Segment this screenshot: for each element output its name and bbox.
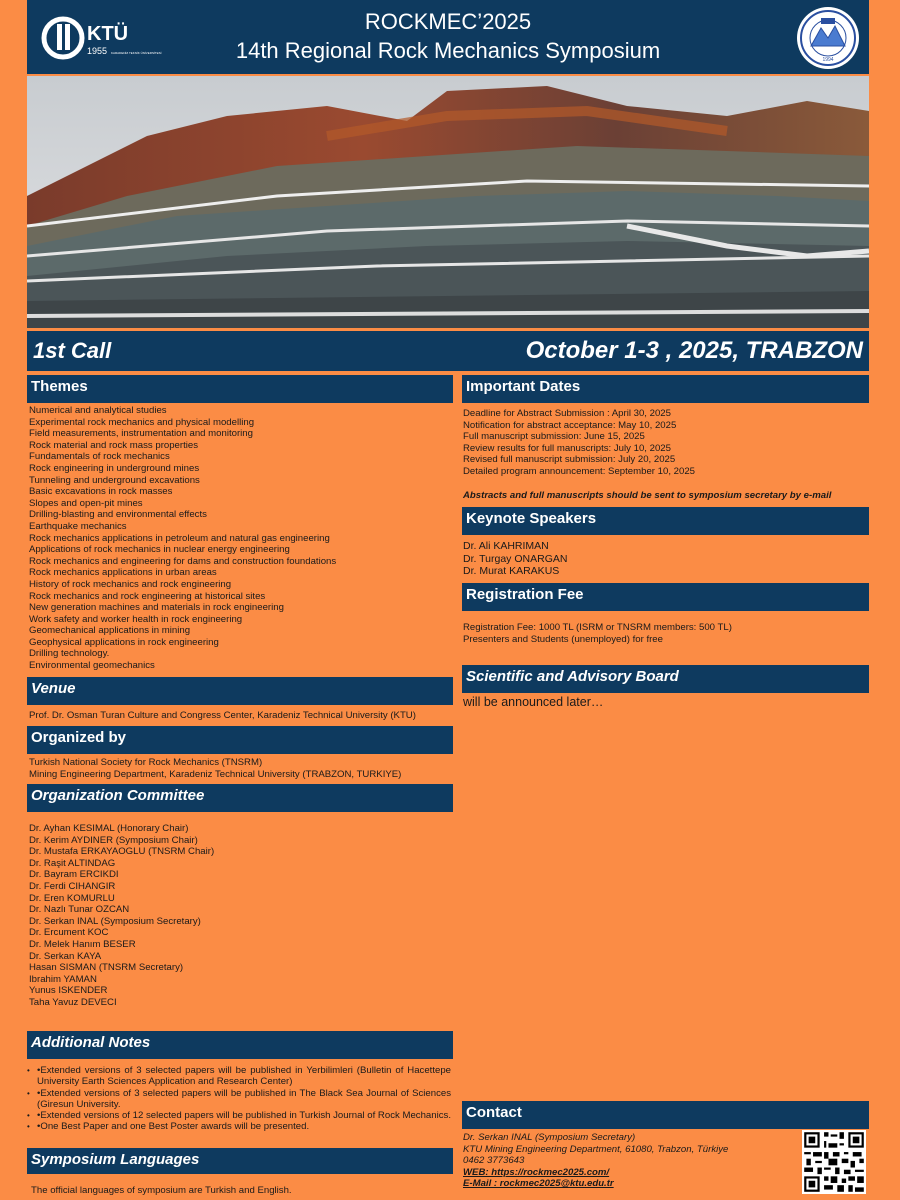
themes-header	[27, 375, 453, 403]
title-line-2: 14th Regional Rock Mechanics Symposium	[235, 38, 661, 63]
contact-info	[463, 1132, 798, 1190]
registration-heading: Registration Fee	[466, 586, 584, 603]
contact-web-link[interactable]: WEB: https://rockmec2025.com/	[463, 1166, 610, 1178]
theme-item: Fundamentals of rock mechanics	[29, 451, 170, 463]
call-label: 1st Call	[33, 338, 112, 363]
themes-list	[29, 405, 453, 672]
theme-item: Basic excavations in rock masses	[29, 486, 173, 498]
seal-year: 1994	[822, 57, 834, 63]
theme-item: Numerical and analytical studies	[29, 405, 167, 416]
keynote-speaker: Dr. Ali KAHRIMAN	[463, 540, 549, 552]
registration-header	[462, 583, 869, 611]
languages-line: The official languages of symposium are Turkish and English.	[31, 1185, 292, 1196]
contact-address: KTU Mining Engineering Department, 61080, Trabzon, Türkiye	[463, 1143, 729, 1155]
committee-member: Dr. Ercument KOC	[29, 927, 109, 939]
committee-header	[27, 784, 453, 812]
note-item: • •Extended versions of 3 selected papers will be published in The Black Sea Journal of Sciences (Giresun University.	[37, 1088, 451, 1111]
contact-heading: Contact	[466, 1104, 522, 1121]
languages-text	[31, 1185, 451, 1197]
theme-item: Experimental rock mechanics and physical modelling	[29, 416, 255, 428]
committee-member: Dr. Eren KOMURLU	[29, 892, 115, 904]
notes-heading: Additional Notes	[31, 1034, 151, 1051]
date-item: Revised full manuscript submission: July 20, 2025	[463, 454, 676, 466]
languages-header	[27, 1148, 453, 1174]
dates-header	[462, 375, 869, 403]
board-header	[462, 665, 869, 693]
venue-address: Prof. Dr. Osman Turan Culture and Congress Center, Karadeniz Technical University (KTU)	[29, 710, 416, 721]
theme-item: Slopes and open-pit mines	[29, 497, 143, 509]
theme-item: Rock mechanics applications in urban areas	[29, 567, 217, 579]
submission-note: Abstracts and full manuscripts should be sent to symposium secretary by e-mail	[463, 490, 832, 501]
committee-member: Dr. Serkan INAL (Symposium Secretary)	[29, 915, 201, 927]
committee-member: Dr. Nazlı Tunar OZCAN	[29, 904, 130, 916]
committee-list	[29, 823, 453, 1009]
theme-item: Rock mechanics and engineering for dams and construction foundations	[29, 555, 337, 567]
theme-item: Rock mechanics applications in petroleum and natural gas engineering	[29, 532, 330, 544]
venue-text	[29, 710, 453, 722]
committee-heading: Organization Committee	[31, 787, 205, 804]
organized-text	[29, 757, 453, 780]
theme-item: Applications of rock mechanics in nuclear energy engineering	[29, 544, 290, 556]
theme-item: Rock engineering in underground mines	[29, 462, 200, 474]
note-item: • •Extended versions of 3 selected papers will be published in Yerbilimleri (Bulletin of Hacettepe University Earth Sciences Application and Research Center)	[37, 1065, 451, 1088]
committee-member: Dr. Ayhan KESIMAL (Honorary Chair)	[29, 823, 189, 834]
committee-member: Dr. Serkan KAYA	[29, 950, 102, 962]
theme-item: Earthquake mechanics	[29, 520, 127, 532]
keynote-header	[462, 507, 869, 535]
dates-heading: Important Dates	[466, 378, 581, 395]
venue-header	[27, 677, 453, 705]
header-bar	[27, 0, 869, 74]
theme-item: Geophysical applications in rock engineering	[29, 636, 219, 648]
committee-member: Dr. Melek Hanım BESER	[29, 938, 136, 950]
dates-note	[463, 490, 868, 502]
committee-member: Dr. Mustafa ERKAYAOGLU (TNSRM Chair)	[29, 846, 215, 858]
theme-item: Tunneling and underground excavations	[29, 474, 200, 486]
committee-member: Hasan SISMAN (TNSRM Secretary)	[29, 962, 184, 974]
date-item: Deadline for Abstract Submission : April 30, 2025	[463, 408, 671, 419]
date-item: Full manuscript submission: June 15, 2025	[463, 431, 645, 443]
date-item: Detailed program announcement: September 10, 2025	[463, 465, 695, 477]
organizer-2: Mining Engineering Department, Karadeniz Technical University (TRABZON, TURKIYE)	[29, 768, 402, 780]
contact-name: Dr. Serkan INAL (Symposium Secretary)	[463, 1132, 636, 1143]
organized-header	[27, 726, 453, 754]
themes-heading: Themes	[31, 378, 88, 395]
theme-item: Geomechanical applications in mining	[29, 625, 191, 637]
committee-member: Dr. Bayram ERCIKDI	[29, 869, 119, 881]
keynote-speaker: Dr. Turgay ONARGAN	[463, 552, 568, 565]
committee-member: Dr. Raşit ALTINDAG	[29, 857, 116, 869]
theme-item: New generation machines and materials in rock engineering	[29, 602, 284, 614]
quarry-photo	[27, 76, 869, 328]
notes-list	[25, 1065, 451, 1133]
keynote-heading: Keynote Speakers	[466, 510, 597, 527]
keynote-list	[463, 540, 868, 578]
ktu-logo-text: KTÜ	[87, 23, 129, 45]
society-seal-logo	[795, 6, 861, 70]
event-date-place: October 1-3 , 2025, TRABZON	[525, 337, 863, 364]
committee-member: Dr. Ferdi CIHANGIR	[29, 880, 116, 892]
theme-item: History of rock mechanics and rock engineering	[29, 578, 232, 590]
theme-item: Rock material and rock mass properties	[29, 439, 199, 451]
board-heading: Scientific and Advisory Board	[466, 668, 679, 685]
theme-item: Environmental geomechanics	[29, 660, 155, 672]
date-item: Notification for abstract acceptance: May 10, 2025	[463, 419, 677, 431]
ktu-logo-sub: KARADENİZ TEKNİK ÜNİVERSİTESİ	[111, 51, 162, 55]
venue-heading: Venue	[31, 680, 76, 697]
board-text	[463, 695, 868, 710]
organized-heading: Organized by	[31, 729, 127, 746]
note-item: • •Extended versions of 12 selected papers will be published in Turkish Journal of Rock Mechanics.	[37, 1110, 451, 1121]
registration-text	[463, 622, 868, 645]
dates-list	[463, 408, 868, 478]
qr-code-icon[interactable]	[802, 1130, 866, 1194]
organizer-1: Turkish National Society for Rock Mechanics (TNSRM)	[29, 757, 263, 768]
ktu-logo-year: 1955	[87, 46, 108, 56]
registration-free-line: Presenters and Students (unemployed) for free	[463, 633, 663, 645]
committee-member: Ibrahim YAMAN	[29, 973, 97, 985]
contact-email-link[interactable]: E-Mail : rockmec2025@ktu.edu.tr	[463, 1178, 614, 1190]
call-bar	[27, 331, 869, 371]
board-announcement: will be announced later…	[463, 695, 604, 709]
notes-header	[27, 1031, 453, 1059]
date-item: Review results for full manuscripts: July 10, 2025	[463, 442, 671, 454]
keynote-speaker: Dr. Murat KARAKUS	[463, 565, 560, 578]
registration-fee-line: Registration Fee: 1000 TL (ISRM or TNSRM members: 500 TL)	[463, 622, 732, 633]
theme-item: Field measurements, instrumentation and monitoring	[29, 428, 253, 440]
committee-member: Taha Yavuz DEVECI	[29, 996, 117, 1008]
theme-item: Work safety and worker health in rock engineering	[29, 613, 243, 625]
theme-item: Drilling-blasting and environmental effects	[29, 509, 207, 521]
contact-header	[462, 1101, 869, 1129]
committee-member: Yunus ISKENDER	[29, 985, 108, 997]
committee-member: Dr. Kerim AYDINER (Symposium Chair)	[29, 834, 198, 846]
title-line-1: ROCKMEC’2025	[364, 9, 532, 34]
languages-heading: Symposium Languages	[31, 1151, 200, 1168]
note-item: • •One Best Paper and one Best Poster awards will be presented.	[37, 1121, 451, 1132]
contact-phone: 0462 3773643	[463, 1155, 525, 1167]
theme-item: Drilling technology.	[29, 648, 110, 660]
theme-item: Rock mechanics and rock engineering at historical sites	[29, 590, 266, 602]
